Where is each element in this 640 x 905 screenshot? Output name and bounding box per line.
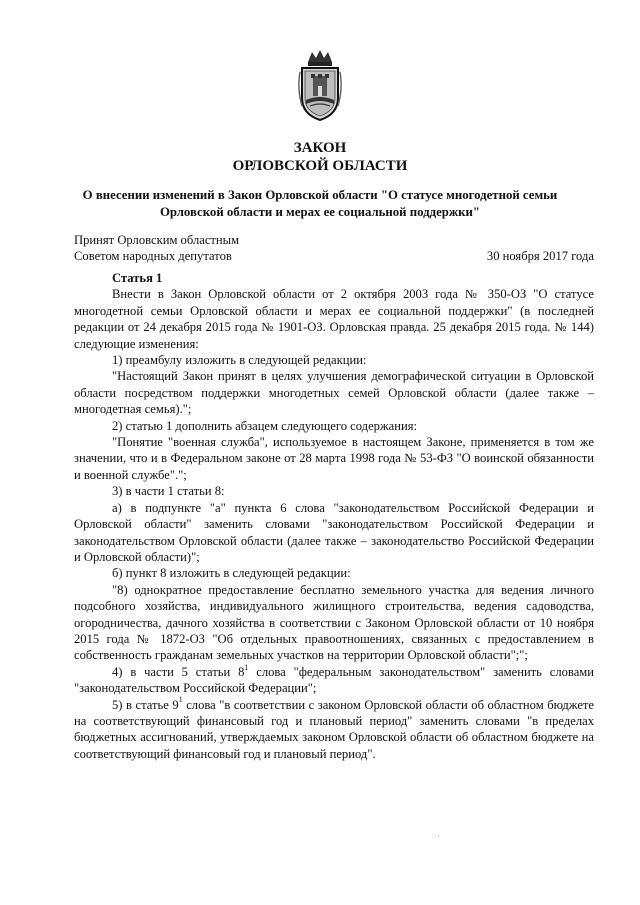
paragraph: 3) в части 1 статьи 8: — [112, 484, 225, 499]
document-title-line1: ЗАКОН — [293, 140, 347, 156]
paragraph: "Настоящий Закон принят в целях улучшения демографической ситуации в Орловской области посредством поддержки многодетных семей Орловской области (далее также – многодетная семья)."; — [74, 369, 594, 417]
paragraph-text: слова "федеральным законодательством" заменить словами "законодательством Российской Федерации"; — [74, 664, 595, 696]
document-body — [74, 270, 594, 762]
paragraph: б) пункт 8 изложить в следующей редакции: — [112, 566, 351, 581]
article-heading: Статья 1 — [112, 271, 163, 285]
superscript: 1 — [244, 662, 249, 672]
paragraph: "8) однократное предоставление бесплатно земельного участка для ведения личного подсобного хозяйства, индивидуального жилищного строительства, ведения садоводства, огородничества, дачного хозяйства в соответствии с Законом Орловской области от 10 ноября 2015 года № 1872-ОЗ "Об отдельных правоотношениях, связанных с предоставлением в собственность гражданам земельных участков на территории Орловской области";"; — [74, 582, 594, 663]
coat-of-arms-icon — [296, 48, 344, 124]
paragraph: "Понятие "военная служба", используемое в настоящем Законе, применяется в том же значении, что и в Федеральном законе от 28 марта 1998 года № 53-ФЗ "О воинской обязанности и военной службе"."; — [74, 435, 594, 482]
document-subject — [60, 187, 580, 221]
paragraph: а) в подпункте "а" пункта 6 слова "законодательством Российской Федерации и Орловской области" заменить словами "законодательством Российской Федерации и законодательством Орловской области (далее также – законодательство Российской Федерации и Орловской области)"; — [74, 500, 594, 564]
document-title-line2: ОРЛОВСКОЙ ОБЛАСТИ — [232, 158, 408, 174]
paragraph — [74, 697, 594, 763]
paragraph: 1) преамбулу изложить в следующей редакции: — [112, 353, 367, 368]
scan-speck — [438, 836, 439, 837]
paragraph-text: 4) в части 5 статьи 8 — [112, 664, 245, 679]
superscript: 1 — [178, 695, 183, 705]
paragraph — [74, 664, 594, 697]
paragraph: Внести в Закон Орловской области от 2 октября 2003 года № 350-ОЗ "О статусе многодетной семьи Орловской области и мерах ее социальной поддержки" (в последней редакции от 24 декабря 2015 года № 1901-ОЗ. Орловская правда. 25 декабря 2015 года. № 144) следующие изменения: — [74, 287, 594, 351]
subject-line2: Орловской области и мерах ее социальной поддержки" — [159, 205, 481, 219]
adoption-date: 30 ноября 2017 года — [486, 249, 594, 263]
paragraph-text: слова "в соответствии с законом Орловской области об областном бюджете на соответствующий финансовый год и плановый период" заменить словами "в пределах бюджетных ассигнований, утверждаемых законом Орловской области об областном бюджете на соответствующий финансовый год и плановый период". — [74, 697, 595, 761]
paragraph-text: 5) в статье 9 — [112, 697, 179, 712]
adoption-block — [74, 232, 594, 265]
paragraph: 2) статью 1 дополнить абзацем следующего содержания: — [112, 418, 418, 433]
adoption-line1: Принят Орловским областным — [74, 233, 240, 247]
subject-line1: О внесении изменений в Закон Орловской области "О статусе многодетной семьи — [82, 188, 558, 202]
adoption-line2: Советом народных депутатов — [74, 249, 232, 264]
